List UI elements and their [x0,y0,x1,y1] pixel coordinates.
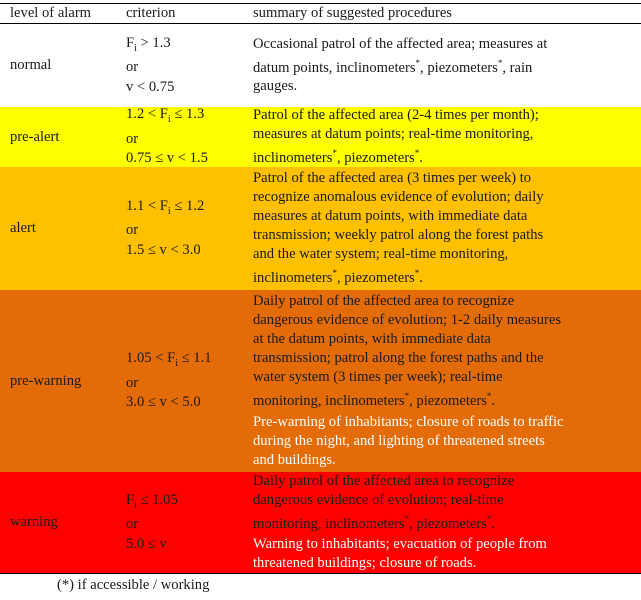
level-cell [10,290,115,472]
procedures-text: Occasional patrol of the affected area; measures at datum points, inclinometers*, piezometers*, rain gauges. [253,35,548,95]
criterion-line: $1.1 < F_i \le 1.2$ [126,197,205,217]
criterion-line: or [126,59,139,76]
level-label: pre-alert [10,128,60,145]
header-procedures: summary of suggested procedures [253,5,452,21]
level-cell [10,107,115,167]
criterion-line: 3.0 ≤ v < 5.0 [126,394,201,411]
procedures-text: Daily patrol of the affected area to recognize dangerous evidence of evolution; 1-2 daily measures at the datum points, with immediate data transmission; patrol along the forest paths and the water system (3 times per week); real-time monitoring, inclinometers*, piezometers*. [253,293,561,409]
criterion-cell [126,290,246,472]
level-cell [10,24,115,107]
level-label: alert [10,220,36,236]
procedures-extra-text: Pre-warning of inhabitants; closure of roads to traffic during the night, and lighting of threatened streets and buildings. [253,413,564,468]
criterion-cell [126,167,246,290]
criterion-line: v < 0.75 [126,78,175,95]
criterion-line: or [126,516,139,533]
procedures-cell [253,167,637,290]
table-row-normal [0,24,641,107]
criterion-line: 0.75 ≤ v < 1.5 [126,150,208,167]
procedures-text: Patrol of the affected area (3 times per week) to recognize anomalous evidence of evolution; daily measures at datum points, with immediate data transmission; weekly patrol along the forest paths and the water system; real-time monitoring, inclinometers*, piezometers*. [253,170,544,286]
criterion-line: 5.0 ≤ v [126,535,167,552]
criterion-line: or [126,222,139,239]
procedures-cell [253,24,637,107]
criterion-cell [126,107,246,167]
table-row-pre-warning [0,290,641,472]
criterion-line: $1.05 < F_i \le 1.1$ [126,350,212,370]
criterion-line: $F_i \le 1.05$ [126,491,178,511]
criterion-line: $1.2 < F_i \le 1.3$ [126,106,205,126]
criterion-cell [126,472,246,573]
footnote: (*) if accessible / working [57,577,210,593]
criterion-line: $F_i > 1.3$ [126,34,171,54]
table-row-alert [0,167,641,290]
bottom-rule [0,573,641,574]
header-level: level of alarm [10,5,92,21]
criterion-line: 1.5 ≤ v < 3.0 [126,241,201,258]
procedures-cell [253,290,637,472]
procedures-text: Patrol of the affected area (2-4 times per month); measures at datum points; real-time monitoring, inclinometers*, piezometers*. [253,107,539,166]
level-cell [10,472,115,573]
level-label: normal [10,57,52,73]
level-label: pre-warning [10,372,82,389]
procedures-cell [253,107,637,167]
level-label: warning [10,514,58,530]
criterion-line: or [126,374,139,391]
procedures-text: Daily patrol of the affected area to recognize dangerous evidence of evolution; real-time monitoring, inclinometers*, piezometers*. [253,472,515,532]
table-header [0,4,641,23]
criterion-cell [126,24,246,107]
level-cell [10,167,115,290]
criterion-line: or [126,130,139,147]
header-criterion: criterion [126,5,176,21]
procedures-extra-text: Warning to inhabitants; evacuation of people from threatened buildings; closure of roads. [253,536,547,572]
table-row-warning [0,472,641,573]
table-row-pre-alert [0,107,641,167]
procedures-cell [253,472,637,573]
